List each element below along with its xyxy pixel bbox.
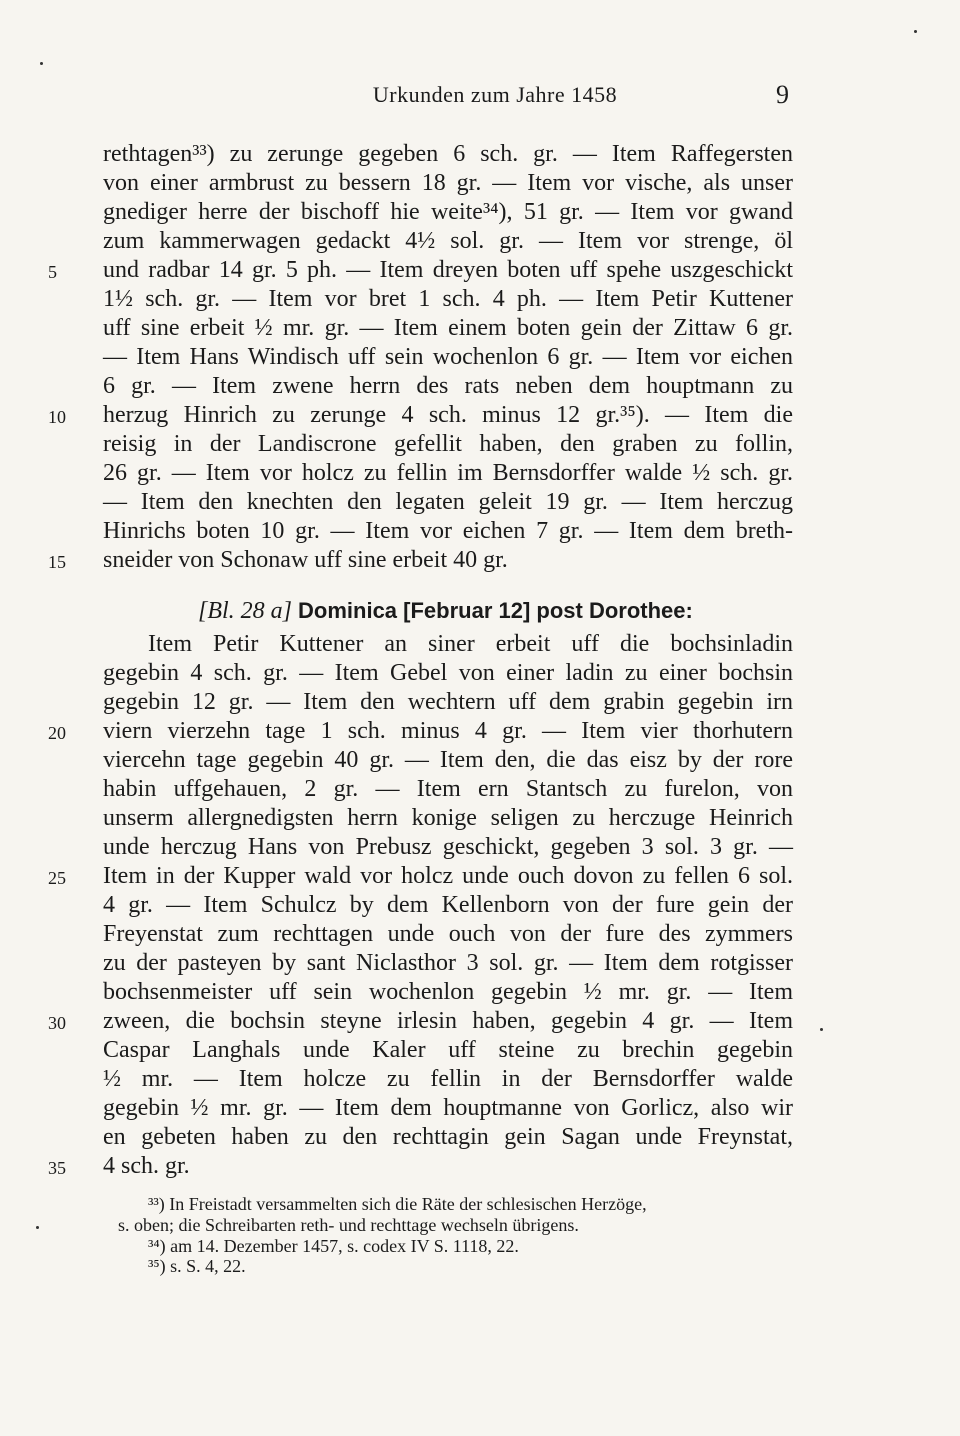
text-line: reisig in der Landiscrone gefellit haben, den graben zu follin, bbox=[103, 431, 793, 457]
text-line: Freyenstat zum rechttagen unde ouch von der fure des zymmers bbox=[103, 921, 793, 947]
text-line: 6 gr. — Item zwene herrn des rats neben dem houptmann zu bbox=[103, 373, 793, 399]
folio-reference: [Bl. 28 a] bbox=[198, 598, 293, 624]
page-number: 9 bbox=[776, 80, 789, 109]
line-number: 25 bbox=[48, 868, 66, 888]
text-line: gegebin 12 gr. — Item den wechtern uff dem grabin gegebin irn bbox=[103, 689, 793, 715]
line-number: 35 bbox=[48, 1158, 66, 1178]
text-line: viern vierzehn tage 1 sch. minus 4 gr. — Item vier thorhutern bbox=[103, 718, 793, 744]
text-line: 26 gr. — Item vor holcz zu fellin im Bernsdorffer walde ½ sch. gr. bbox=[103, 460, 793, 486]
text-line: 4 sch. gr. bbox=[103, 1153, 190, 1179]
line-number: 10 bbox=[48, 407, 66, 427]
scan-speck bbox=[914, 30, 917, 33]
running-title: Urkunden zum Jahre 1458 bbox=[372, 82, 618, 107]
section-heading bbox=[103, 597, 793, 625]
text-line: — Item den knechten den legaten geleit 19 gr. — Item herczug bbox=[103, 489, 793, 515]
line-number: 30 bbox=[48, 1013, 66, 1033]
text-line: zum kammerwagen gedackt 4½ sol. gr. — Item vor strenge, öl bbox=[103, 228, 793, 254]
text-line: — Item Hans Windisch uff sein wochenlon 6 gr. — Item vor eichen bbox=[103, 344, 793, 370]
line-number: 15 bbox=[48, 552, 66, 572]
scan-speck bbox=[40, 62, 43, 65]
text-line: gegebin ½ mr. gr. — Item dem houptmanne von Gorlicz, also wir bbox=[103, 1095, 793, 1121]
text-line: Item in der Kupper wald vor holcz unde ouch dovon zu fellen 6 sol. bbox=[103, 863, 793, 889]
section-title: Dominica [Februar 12] post Dorothee: bbox=[298, 598, 693, 623]
text-line: habin uffgehauen, 2 gr. — Item ern Stantsch zu furelon, von bbox=[103, 776, 793, 802]
text-line: und radbar 14 gr. 5 ph. — Item dreyen boten uff spehe uszgeschickt bbox=[103, 257, 793, 283]
text-line: unde herczug Hans von Prebusz geschickt, gegeben 3 sol. 3 gr. — bbox=[103, 834, 793, 860]
text-line: 4 gr. — Item Schulcz by dem Kellenborn von der fure gein der bbox=[103, 892, 793, 918]
text-line: gnediger herre der bischoff hie weite³⁴), 51 gr. — Item vor gwand bbox=[103, 199, 793, 225]
footnote-34: ³⁴) am 14. Dezember 1457, s. codex IV S. 1118, 22. bbox=[148, 1236, 519, 1256]
line-number: 20 bbox=[48, 723, 66, 743]
footnote-35: ³⁵) s. S. 4, 22. bbox=[148, 1256, 246, 1276]
text-line: viercehn tage gegebin 40 gr. — Item den, die das eisz by der rore bbox=[103, 747, 793, 773]
footnote-33: ³³) In Freistadt versammelten sich die Räte der schlesischen Herzöge, bbox=[148, 1194, 647, 1214]
text-line: Hinrichs boten 10 gr. — Item vor eichen 7 gr. — Item dem breth- bbox=[103, 518, 793, 544]
text-line: uff sine erbeit ½ mr. gr. — Item einem boten gein der Zittaw 6 gr. bbox=[103, 315, 793, 341]
text-line: ½ mr. — Item holcze zu fellin in der Bernsdorffer walde bbox=[103, 1066, 793, 1092]
text-line: Item Petir Kuttener an siner erbeit uff die bochsinladin bbox=[148, 631, 793, 657]
line-number: 5 bbox=[48, 262, 57, 282]
text-line: rethtagen³³) zu zerunge gegeben 6 sch. gr. — Item Raffegersten bbox=[103, 141, 793, 167]
footnote-33-continued: s. oben; die Schreibarten reth- und rechttage wechseln übrigens. bbox=[118, 1215, 579, 1235]
text-line: zu der pasteyen by sant Niclasthor 3 sol. gr. — Item dem rotgisser bbox=[103, 950, 793, 976]
text-line: sneider von Schonaw uff sine erbeit 40 gr. bbox=[103, 547, 508, 573]
text-line: Caspar Langhals unde Kaler uff steine zu brechin gegebin bbox=[103, 1037, 793, 1063]
scan-speck bbox=[820, 1028, 823, 1031]
text-line: von einer armbrust zu bessern 18 gr. — Item vor vische, als unser bbox=[103, 170, 793, 196]
scan-speck bbox=[36, 1226, 39, 1229]
text-line: herzug Hinrich zu zerunge 4 sch. minus 12 gr.³⁵). — Item die bbox=[103, 402, 793, 428]
text-line: en gebeten haben zu den rechttagin gein Sagan unde Freynstat, bbox=[103, 1124, 793, 1150]
text-line: gegebin 4 sch. gr. — Item Gebel von einer ladin zu einer bochsin bbox=[103, 660, 793, 686]
text-line: 1½ sch. gr. — Item vor bret 1 sch. 4 ph. — Item Petir Kuttener bbox=[103, 286, 793, 312]
text-line: bochsenmeister uff sein wochenlon gegebin ½ mr. gr. — Item bbox=[103, 979, 793, 1005]
text-line: zween, die bochsin steyne irlesin haben, gegebin 4 gr. — Item bbox=[103, 1008, 793, 1034]
text-line: unserm allergnedigsten herrn konige seligen zu herczuge Heinrich bbox=[103, 805, 793, 831]
